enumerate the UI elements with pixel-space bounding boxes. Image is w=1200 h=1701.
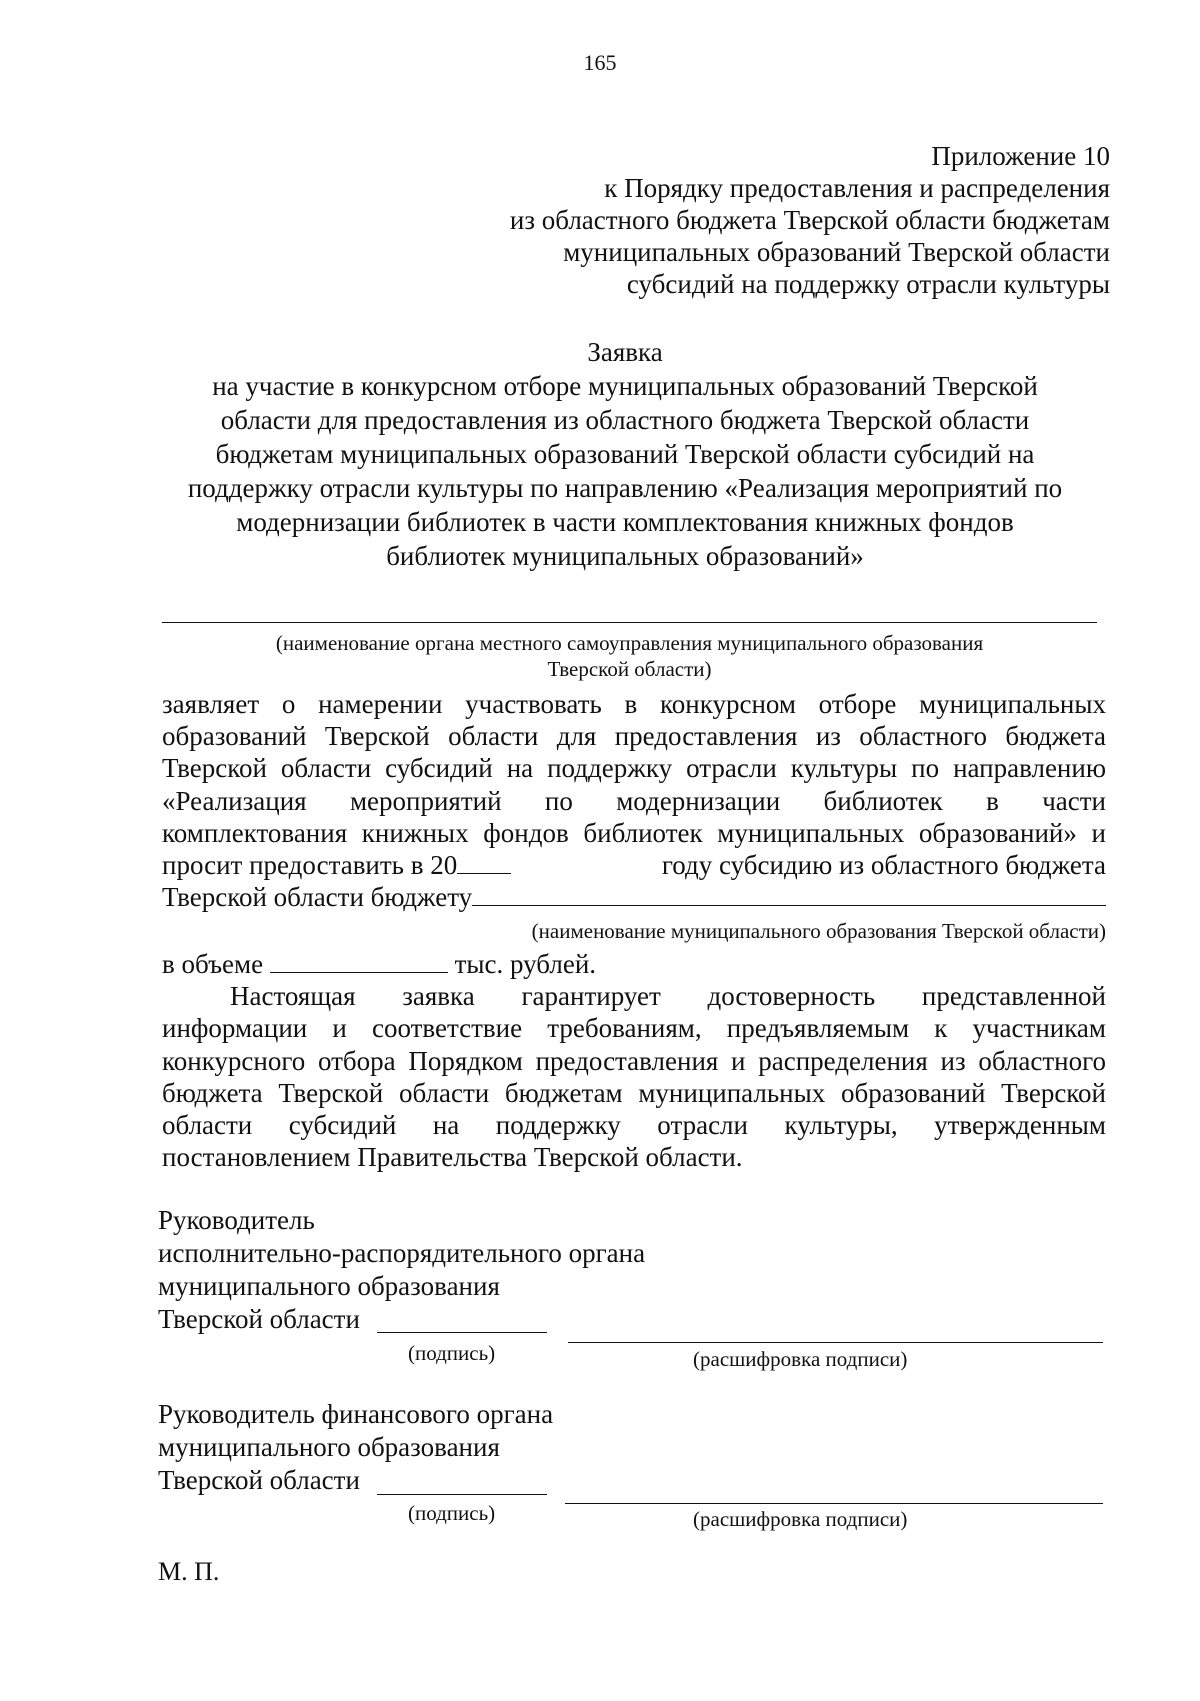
signatory-head-finance [158, 1398, 1108, 1497]
signatory-head-executive [158, 1204, 1108, 1336]
statement-line: заявляет о намерении участвовать в конкурсном отборе муниципальных [162, 689, 1106, 719]
signature-blank[interactable] [377, 1332, 547, 1333]
guarantee-line: конкурсного отбора Порядком предоставления и распределения из областного [162, 1045, 1106, 1076]
title-line: поддержку отрасли культуры по направлению «Реализация мероприятий по [187, 473, 1063, 503]
municipality-caption: (наименование муниципального образования Тверской области) [531, 919, 1106, 943]
appendix-line: из областного бюджета Тверской области бюджетам [509, 205, 1110, 235]
org-caption-line: (наименование органа местного самоуправления муниципального образования [275, 631, 984, 655]
budget-name-blank[interactable] [472, 881, 1106, 906]
signatory-line: Тверской области [158, 1465, 360, 1495]
signatory-line: Руководитель финансового органа [158, 1399, 554, 1429]
document-title [150, 335, 1100, 573]
signatory-line: Руководитель [158, 1205, 315, 1235]
signature-caption: (подпись) [408, 1501, 496, 1525]
signature-caption: (подпись) [408, 1341, 496, 1365]
guarantee-line: области субсидий на поддержку отрасли культуры, утвержденным [162, 1110, 1106, 1141]
amount-suffix: тыс. рублей. [454, 949, 597, 979]
signature-blank[interactable] [377, 1494, 547, 1495]
signature-decoding-caption: (расшифровка подписи) [693, 1507, 908, 1531]
title-line: модернизации библиотек в части комплектования книжных фондов [236, 507, 1014, 537]
signature-decoding-caption: (расшифровка подписи) [693, 1347, 908, 1371]
statement-line: «Реализация мероприятий по модернизации библиотек в части [162, 785, 1106, 816]
statement-line-year [162, 849, 1106, 881]
signatory-line: Тверской области [158, 1304, 360, 1334]
guarantee-line: Настоящая заявка гарантирует достоверность представленной [230, 981, 1106, 1012]
year-blank[interactable] [457, 849, 511, 874]
statement-line: Тверской области субсидий на поддержку отрасли культуры по направлению [162, 753, 1106, 784]
statement-line-budget [162, 881, 1106, 913]
guarantee-line: постановлением Правительства Тверской области. [162, 1142, 743, 1173]
appendix-header [390, 140, 1110, 300]
signature-decoding-blank[interactable] [568, 1342, 1103, 1343]
appendix-line: к Порядку предоставления и распределения [604, 173, 1110, 203]
title-heading: Заявка [587, 337, 663, 367]
guarantee-line: бюджета Тверской области бюджетам муниципальных образований Тверской [162, 1077, 1106, 1108]
signature-decoding-blank[interactable] [565, 1503, 1103, 1504]
signatory-line: муниципального образования [158, 1271, 500, 1301]
page-number: 165 [583, 50, 617, 75]
title-line: библиотек муниципальных образований» [386, 541, 864, 571]
org-caption-line: Тверской области) [547, 657, 712, 681]
statement-year-suffix: году субсидию из областного бюджета [661, 850, 1106, 881]
amount-prefix: в объеме [162, 949, 264, 979]
statement-year-prefix: просит предоставить в 20 [162, 850, 458, 881]
org-name-caption [162, 630, 1097, 682]
title-line: на участие в конкурсном отборе муниципальных образований Тверской [212, 371, 1038, 401]
stamp-place: М. П. [158, 1557, 220, 1586]
appendix-line: Приложение 10 [931, 141, 1110, 171]
appendix-line: муниципальных образований Тверской области [563, 237, 1110, 267]
statement-line: комплектования книжных фондов библиотек муниципальных образований» и [162, 817, 1106, 848]
title-line: бюджетам муниципальных образований Тверской области субсидий на [215, 439, 1035, 469]
guarantee-line: информации и соответствие требованиям, предъявляемым к участникам [162, 1013, 1106, 1044]
title-line: области для предоставления из областного бюджета Тверской области [220, 405, 1030, 435]
statement-line: образований Тверской области для предоставления из областного бюджета [162, 721, 1106, 752]
statement-paragraph [162, 688, 1106, 913]
signatory-line: муниципального образования [158, 1432, 500, 1462]
org-name-blank[interactable] [162, 622, 1097, 623]
appendix-line: субсидий на поддержку отрасли культуры [626, 269, 1110, 299]
amount-line [162, 948, 1106, 980]
amount-blank[interactable] [270, 948, 448, 973]
signatory-line: исполнительно-распорядительного органа [158, 1238, 646, 1268]
statement-budget-label: Тверской области бюджету [162, 882, 473, 913]
amount-and-guarantee [162, 948, 1106, 1173]
